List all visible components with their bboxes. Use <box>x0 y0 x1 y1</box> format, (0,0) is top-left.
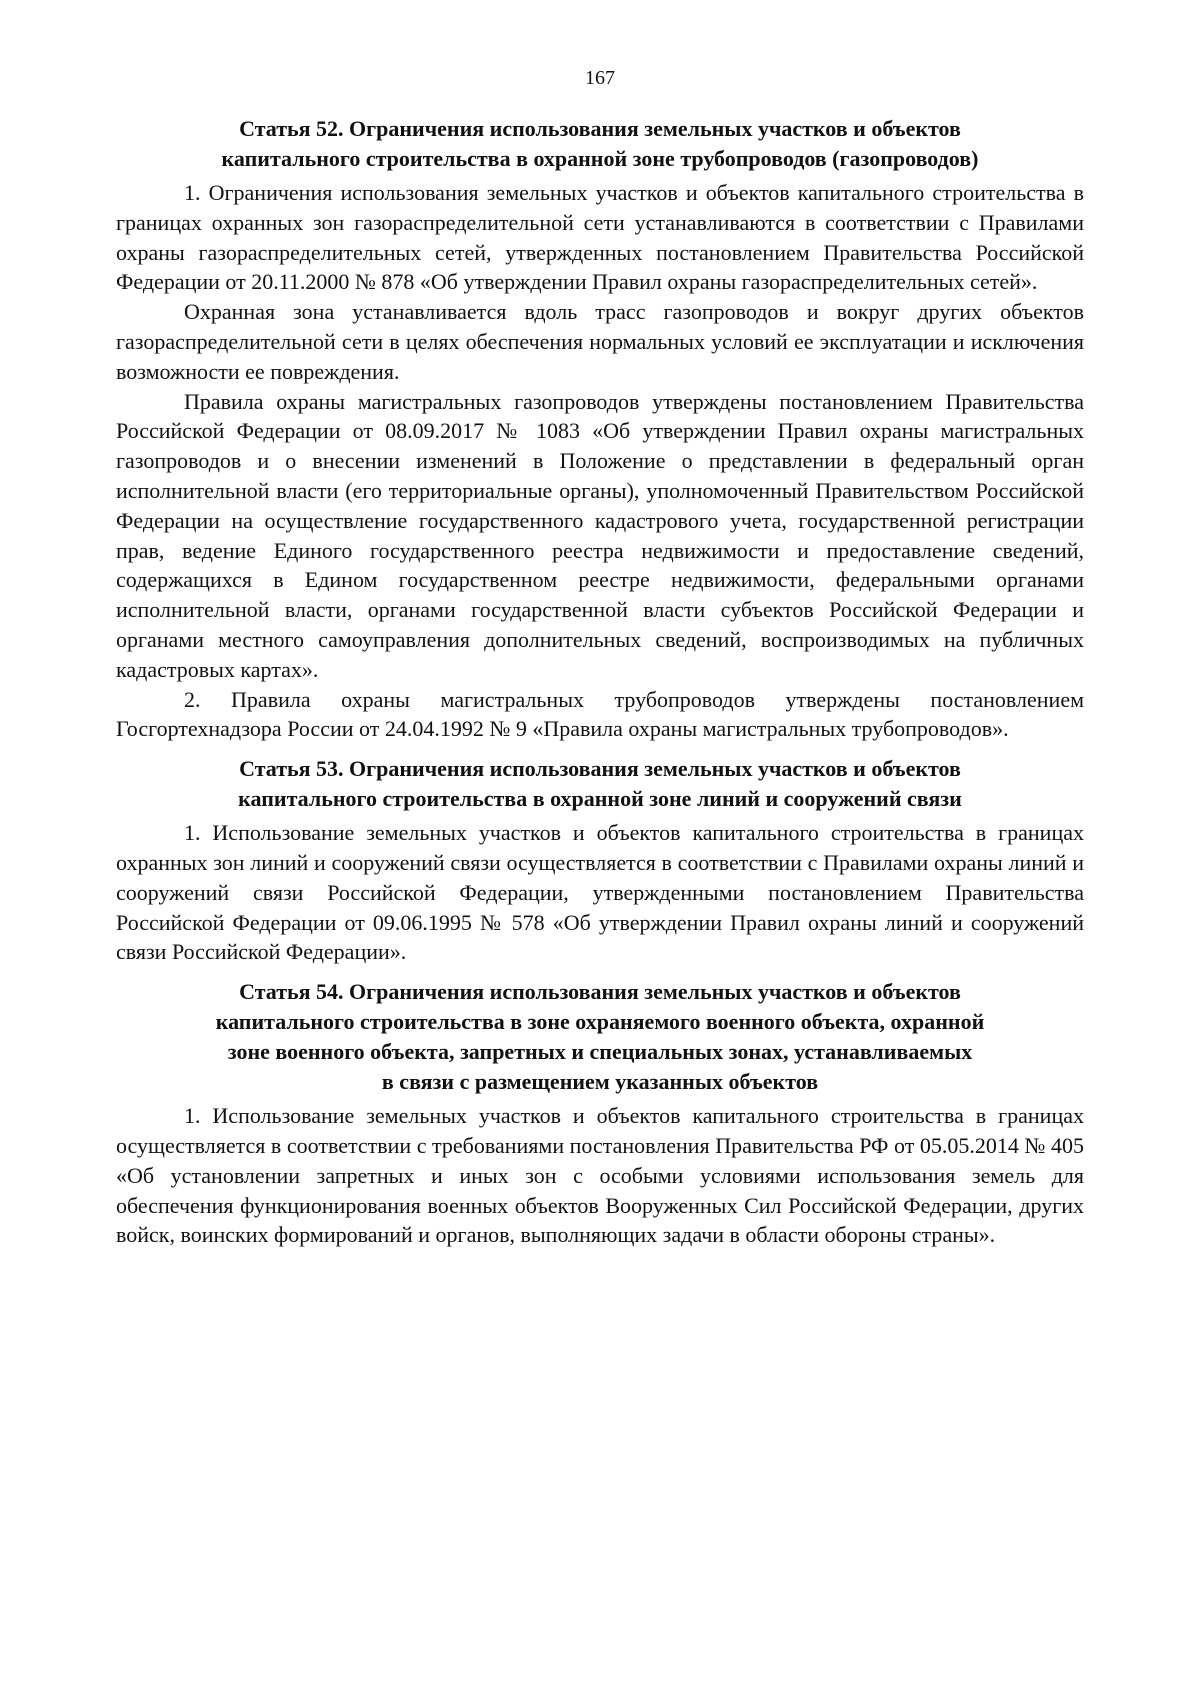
article-53-title <box>116 754 1084 814</box>
article-52 <box>116 114 1084 744</box>
article-52-title-line-2: капитального строительства в охранной зоне трубопроводов (газопроводов) <box>221 146 979 171</box>
article-54-title-line-2: капитального строительства в зоне охраняемого военного объекта, охранной <box>215 1009 985 1035</box>
article-54-title-line-1: Статья 54. Ограничения использования земельных участков и объектов <box>239 979 961 1005</box>
article-54-paragraph-1: 1. Использование земельных участков и объектов капитального строительства в границах осуществляется в соответствии с требованиями постановления Правительства РФ от 05.05.2014 № 405 «Об установлении запретных и иных зон с особыми условиями использования земель для обеспечения функционирования военных объектов Вооруженных Сил Российской Федерации, других войск, воинских формирований и органов, выполняющих задачи в области обороны страны». <box>116 1103 1084 1248</box>
document-page <box>116 66 1084 1250</box>
article-53 <box>116 754 1084 967</box>
article-54-title-line-4: в связи с размещением указанных объектов <box>381 1069 819 1095</box>
article-54 <box>116 977 1084 1250</box>
article-52-paragraph-1: 1. Ограничения использования земельных участков и объектов капитального строительства в границах охранных зон газораспределительной сети устанавливаются в соответствии с Правилами охраны газораспределительных сетей, утвержденных постановлением Правительства Российской Федерации от 20.11.2000 № 878 «Об утверждении Правил охраны газораспределительных сетей». <box>116 180 1084 295</box>
article-52-paragraph-2: Охранная зона устанавливается вдоль трасс газопроводов и вокруг других объектов газораспределительной сети в целях обеспечения нормальных условий ее эксплуатации и исключения возможности ее повреждения. <box>116 299 1084 384</box>
article-54-title-line-3: зоне военного объекта, запретных и специальных зонах, устанавливаемых <box>227 1039 973 1065</box>
article-54-title <box>116 977 1084 1097</box>
article-52-paragraph-4: 2. Правила охраны магистральных трубопроводов утверждены постановлением Госгортехнадзора России от 24.04.1992 № 9 «Правила охраны магистральных трубопроводов». <box>116 686 1084 742</box>
page-number: 167 <box>585 67 615 89</box>
article-52-title <box>116 114 1084 174</box>
article-53-title-line-2: капитального строительства в охранной зоне линий и сооружений связи <box>238 786 962 812</box>
article-52-title-line-1: Статья 52. Ограничения использования земельных участков и объектов <box>239 116 961 141</box>
article-53-title-line-1: Статья 53. Ограничения использования земельных участков и объектов <box>239 756 961 782</box>
article-53-paragraph-1: 1. Использование земельных участков и объектов капитального строительства в границах охранных зон линий и сооружений связи осуществляется в соответствии с Правилами охраны линий и сооружений связи Российской Федерации, утвержденными постановлением Правительства Российской Федерации от 09.06.1995 № 578 «Об утверждении Правил охраны линий и сооружений связи Российской Федерации». <box>116 820 1084 965</box>
article-52-paragraph-3: Правила охраны магистральных газопроводов утверждены постановлением Правительства Российской Федерации от 08.09.2017 № 1083 «Об утверждении Правил охраны магистральных газопроводов и о внесении изменений в Положение о представлении в федеральный орган исполнительной власти (его территориальные органы), уполномоченный Правительством Российской Федерации на осуществление государственного кадастрового учета, государственной регистрации прав, ведение Единого государственного реестра недвижимости и предоставление сведений, содержащихся в Едином государственном реестре недвижимости, федеральными органами исполнительной власти, органами государственной власти субъектов Российской Федерации и органами местного самоуправления дополнительных сведений, воспроизводимых на публичных кадастровых картах». <box>116 388 1084 682</box>
